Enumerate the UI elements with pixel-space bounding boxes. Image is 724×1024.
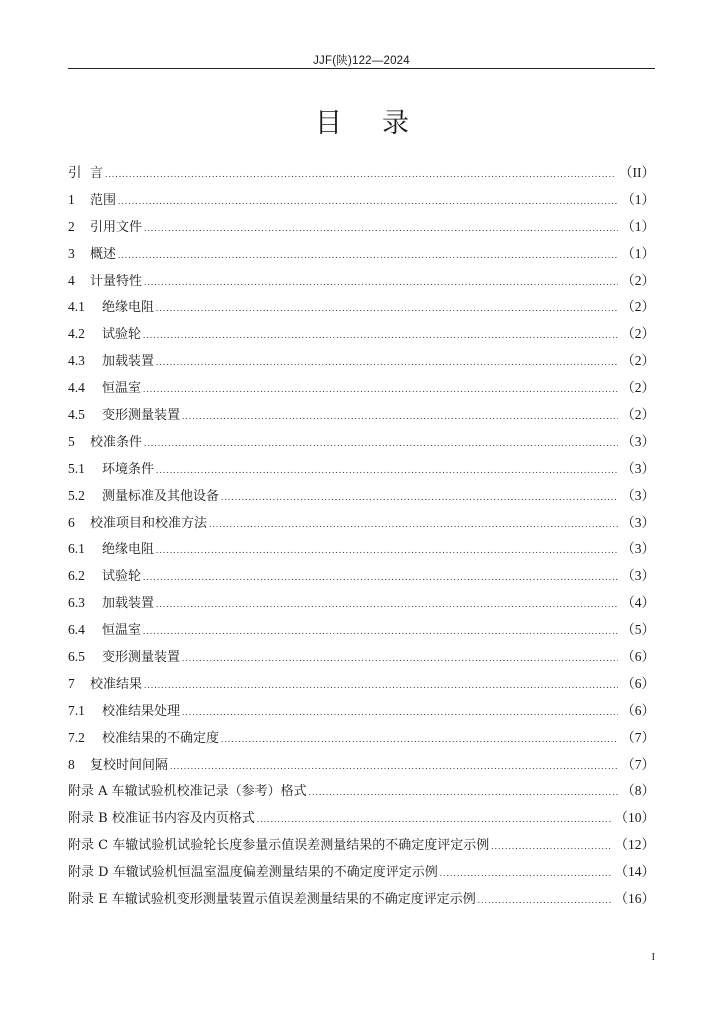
toc-entry-title: 校准项目和校准方法: [90, 515, 208, 531]
toc-entry-title: 加载装置: [102, 596, 155, 612]
toc-dot-leader: [309, 787, 619, 797]
toc-entry-page: （2）: [621, 353, 655, 369]
toc-dot-leader: [478, 895, 612, 905]
toc-dot-leader: [156, 465, 618, 475]
toc-entry-number: 4.2: [68, 326, 85, 342]
toc-entry-page: （5）: [621, 622, 655, 638]
toc-dot-leader: [257, 814, 612, 824]
toc-entry-number: 1: [68, 191, 75, 207]
toc-entry-number: 7: [68, 675, 75, 691]
toc-dot-leader: [143, 626, 618, 636]
toc-dot-leader: [440, 868, 612, 878]
toc-entry-title: 附录 C 车辙试验机试验轮长度参量示值误差测量结果的不确定度评定示例: [68, 838, 490, 854]
toc-entry-number: 6: [68, 514, 75, 530]
toc-entry-title: 恒温室: [102, 381, 142, 397]
toc-entry[interactable]: [68, 672, 655, 699]
toc-entry-page: （6）: [621, 702, 655, 718]
toc-dot-leader: [156, 599, 618, 609]
toc-entry-title: 引用文件: [90, 219, 143, 235]
toc-dot-leader: [144, 277, 618, 287]
toc-entry-title: 试验轮: [102, 327, 142, 343]
toc-entry-page: （8）: [621, 783, 655, 799]
toc-entry[interactable]: [68, 161, 655, 188]
toc-dot-leader: [144, 223, 618, 233]
toc-entry-number: 6.3: [68, 595, 85, 611]
toc-entry[interactable]: [68, 403, 655, 430]
toc-entry-number: 4.4: [68, 380, 85, 396]
toc-entry-number: 7.1: [68, 702, 85, 718]
toc-dot-leader: [156, 357, 618, 367]
toc-entry-page: （2）: [621, 380, 655, 396]
toc-dot-leader: [143, 330, 618, 340]
toc-dot-leader: [182, 707, 618, 717]
toc-entry-title: 变形测量装置: [102, 650, 181, 666]
toc-dot-leader: [170, 761, 618, 771]
toc-entry[interactable]: [68, 269, 655, 296]
toc-entry-page: （6）: [621, 675, 655, 691]
toc-entry-number: 6.1: [68, 541, 85, 557]
toc-entry-title: 复校时间间隔: [90, 757, 169, 773]
toc-entry-number: 4: [68, 272, 75, 288]
toc-dot-leader: [118, 250, 618, 260]
toc-entry-number: 4.3: [68, 353, 85, 369]
toc-entry-page: （2）: [621, 407, 655, 423]
toc-entry[interactable]: [68, 457, 655, 484]
toc-entry[interactable]: [68, 349, 655, 376]
toc-entry-page: （2）: [621, 299, 655, 315]
toc-dot-leader: [209, 519, 618, 529]
toc-entry-page: （3）: [621, 568, 655, 584]
toc-dot-leader: [144, 438, 618, 448]
toc-entry-page: （7）: [621, 756, 655, 772]
toc-entry-title: 附录 E 车辙试验机变形测量装置示值误差测量结果的不确定度评定示例: [68, 892, 476, 908]
toc-entry-title: 环境条件: [102, 461, 155, 477]
toc-entry-page: （3）: [621, 460, 655, 476]
toc-entry-page: （2）: [621, 272, 655, 288]
table-of-contents: [68, 161, 655, 914]
toc-entry-number: 6.2: [68, 568, 85, 584]
toc-entry-title: 变形测量装置: [102, 408, 181, 424]
toc-entry-page: （1）: [621, 191, 655, 207]
toc-dot-leader: [144, 680, 618, 690]
toc-entry[interactable]: [68, 833, 655, 860]
header-rule: [68, 68, 655, 69]
toc-entry-title: 言: [90, 166, 104, 181]
toc-entry-title: 附录 D 车辙试验机恒温室温度偏差测量结果的不确定度评定示例: [68, 865, 438, 881]
toc-dot-leader: [143, 572, 618, 582]
toc-entry-title: 校准结果的不确定度: [102, 730, 220, 746]
toc-entry[interactable]: [68, 618, 655, 645]
toc-entry-page: （1）: [621, 245, 655, 261]
toc-dot-leader: [143, 384, 618, 394]
toc-entry-title: 恒温室: [102, 623, 142, 639]
toc-entry-page: （7）: [621, 729, 655, 745]
toc-entry[interactable]: [68, 753, 655, 780]
toc-entry-number: 3: [68, 245, 75, 261]
toc-entry-title: 校准结果: [90, 676, 143, 692]
toc-entry[interactable]: [68, 511, 655, 538]
toc-entry-title: 计量特性: [90, 273, 143, 289]
toc-entry-page: （II）: [619, 165, 655, 180]
toc-entry-number: 2: [68, 218, 75, 234]
toc-entry[interactable]: [68, 564, 655, 591]
toc-entry-number: 5: [68, 433, 75, 449]
toc-entry[interactable]: [68, 779, 655, 806]
toc-entry-title: 附录 A 车辙试验机校准记录（参考）格式: [68, 784, 307, 800]
toc-entry[interactable]: [68, 376, 655, 403]
toc-entry-page: （1）: [621, 218, 655, 234]
toc-entry-title: 概述: [90, 246, 117, 262]
page-title: 目录: [315, 108, 449, 139]
toc-entry[interactable]: [68, 887, 655, 914]
toc-entry[interactable]: [68, 484, 655, 511]
toc-dot-leader: [182, 653, 618, 663]
toc-entry-page: （3）: [621, 487, 655, 503]
toc-entry[interactable]: [68, 215, 655, 242]
toc-entry-page: （16）: [614, 891, 655, 907]
toc-entry[interactable]: [68, 322, 655, 349]
toc-entry-number: 4.1: [68, 299, 85, 315]
toc-entry-page: （10）: [614, 810, 655, 826]
toc-entry[interactable]: [68, 188, 655, 215]
toc-entry-title: 范围: [90, 192, 117, 208]
document-code-header: JJF(陕)122—2024: [313, 55, 410, 67]
toc-entry-title: 加载装置: [102, 354, 155, 370]
toc-dot-leader: [105, 169, 616, 179]
toc-dot-leader: [182, 411, 618, 421]
toc-entry-number: 引: [68, 165, 82, 180]
page-number: I: [651, 952, 655, 963]
toc-entry[interactable]: [68, 537, 655, 564]
toc-dot-leader: [156, 545, 618, 555]
toc-entry-page: （6）: [621, 649, 655, 665]
toc-entry[interactable]: [68, 242, 655, 269]
toc-entry-title: 绝缘电阻: [102, 300, 155, 316]
toc-entry-page: （3）: [621, 514, 655, 530]
toc-entry-page: （4）: [621, 595, 655, 611]
toc-entry-number: 4.5: [68, 407, 85, 423]
toc-dot-leader: [491, 841, 611, 851]
toc-entry[interactable]: [68, 295, 655, 322]
toc-entry-number: 8: [68, 756, 75, 772]
toc-entry[interactable]: [68, 591, 655, 618]
toc-entry-page: （14）: [614, 864, 655, 880]
toc-dot-leader: [156, 303, 618, 313]
toc-entry-title: 附录 B 校准证书内容及内页格式: [68, 811, 255, 827]
toc-entry-number: 7.2: [68, 729, 85, 745]
toc-entry[interactable]: [68, 430, 655, 457]
toc-entry[interactable]: [68, 699, 655, 726]
toc-dot-leader: [118, 196, 618, 206]
toc-entry[interactable]: [68, 645, 655, 672]
toc-entry[interactable]: [68, 806, 655, 833]
toc-entry-number: 5.1: [68, 460, 85, 476]
toc-entry-number: 5.2: [68, 487, 85, 503]
toc-entry-title: 测量标准及其他设备: [102, 488, 220, 504]
toc-entry-number: 6.5: [68, 649, 85, 665]
toc-entry-page: （3）: [621, 541, 655, 557]
toc-entry-page: （12）: [614, 837, 655, 853]
toc-entry-page: （3）: [621, 433, 655, 449]
toc-dot-leader: [221, 734, 618, 744]
toc-entry-number: 6.4: [68, 622, 85, 638]
toc-entry-title: 校准结果处理: [102, 703, 181, 719]
toc-entry[interactable]: [68, 860, 655, 887]
toc-entry-page: （2）: [621, 326, 655, 342]
toc-entry-title: 绝缘电阻: [102, 542, 155, 558]
toc-dot-leader: [221, 492, 618, 502]
toc-entry[interactable]: [68, 726, 655, 753]
toc-entry-title: 试验轮: [102, 569, 142, 585]
toc-entry-title: 校准条件: [90, 434, 143, 450]
